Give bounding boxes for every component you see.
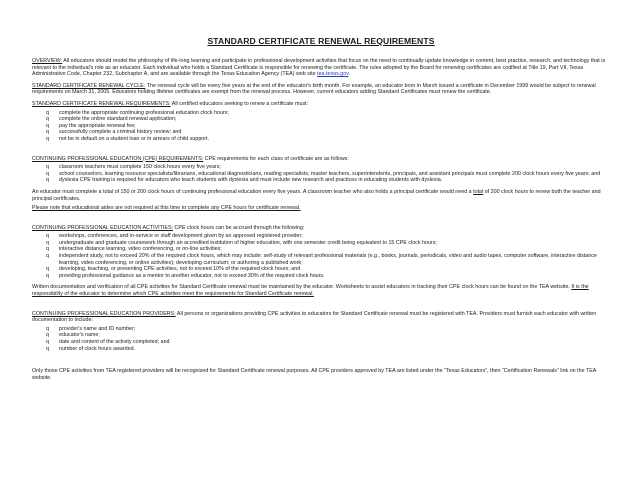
renewal-requirements-text: All certified educators seeking to renew a certificate must: (170, 100, 309, 107)
bullet-icon: q (46, 253, 49, 260)
bullet-icon: q (46, 266, 49, 273)
renewal-cycle-section (32, 83, 610, 96)
list-item: q undergraduate and graduate coursework through an accredited institution of higher education, with one semester credit being equivalent to 15 CPE clock hours; (46, 239, 437, 246)
list-item: q number of clock hours awarded. (46, 345, 136, 352)
cpe-providers-section (32, 311, 610, 324)
renewal-cycle-heading: STANDARD CERTIFICATE RENEWAL CYCLE: (32, 82, 146, 89)
cpe-activities-text: CPE clock hours can be accrued through the following: (173, 224, 305, 231)
cpe-requirements-list (32, 164, 610, 184)
closing-text: Only those CPE activities from TEA registered providers will be recognized for Standard Certificate renewal purposes. All CPE providers approved by TEA are listed under the “Texas Educators”, then “Certification Renewals” link on the TEA website. (32, 368, 597, 381)
list-item: q providing professional guidance as a mentor to another educator, not to exceed 30% of the required clock hours. (46, 272, 325, 279)
list-item: q not be in default on a student loan or in arrears of child support. (46, 135, 210, 142)
bullet-icon: q (46, 272, 49, 279)
list-item: q pay the appropriate renewal fee; (46, 122, 136, 129)
renewal-requirements-section (32, 101, 610, 108)
bullet-icon: q (46, 164, 49, 171)
list-item: q school counselors, learning resource specialists/librarians, educational diagnosticians, reading specialists, master teachers, superintendents, principals, and assistant principals must complete 200 clock hours every five years; and (46, 170, 601, 177)
bullet-icon: q (46, 116, 49, 123)
cpe-providers-heading: CONTINUING PROFESSIONAL EDUCATION PROVIDERS: (32, 310, 176, 317)
renewal-requirements-list (32, 110, 610, 143)
list-item: q provider's name and ID number; (46, 325, 136, 332)
cpe-activities-heading: CONTINUING PROFESSIONAL EDUCATION ACTIVITIES: (32, 224, 174, 231)
renewal-cycle-text: The renewal cycle will be every five years at the end of the educator's birth month. For example, an educator born in March issued a certificate in December 1999 would be subject to renewal requirements on March 31, 2005. Educators holding lifetime certificates are exempt from the renewal process. However, current educators adding Standard Certificates must renew the certificate. (32, 82, 596, 96)
list-item: q complete the online standard renewal application; (46, 116, 177, 123)
cpe-requirements-text: CPE requirements for each class of certificate are as follows: (203, 155, 349, 162)
cpe-documentation-text: Written documentation and verification of all CPE activities for Standard Certificate renewal must be maintained by the educator. Worksheets to assist educators in tracking their CPE clock hours can be found on the TEA website. It is the responsibility of the educator to determine which CPE activities meet the requirements for Standard Certificate renewal. (32, 284, 589, 298)
bullet-icon: q (46, 332, 49, 339)
cpe-total-text: An educator must complete a total of 150 or 200 clock hours of continuing professional education every five years. A classroom teacher who also holds a principal certificate would need a total of 200 clock hours to renew both the teacher and principal certificates. (32, 188, 601, 202)
cpe-requirements-heading: CONTINUING PROFESSIONAL EDUCATION (CPE) REQUIREMENTS: (32, 155, 204, 162)
bullet-icon: q (46, 233, 49, 240)
list-item: q interactive distance learning, video conferencing, or on-line activities; (46, 246, 222, 253)
list-item: q developing, teaching, or presenting CPE activities, not to exceed 10% of the required clock hours; and (46, 266, 301, 273)
cpe-aides-note: Please note that educational aides are not required at this time to complete any CPE hours for certificate renewal. (32, 205, 301, 212)
cpe-providers-text: All persons or organizations providing CPE activities to educators for Standard Certificate renewal must be registered with TEA. Providers must furnish each educator with written documentation to include: (32, 310, 597, 324)
tea-website-link[interactable]: tea.texas.gov (317, 71, 349, 78)
overview-heading: OVERVIEW: (32, 58, 63, 64)
renewal-requirements-heading: STANDARD CERTIFICATE RENEWAL REQUIREMENTS: (32, 100, 171, 107)
bullet-icon: q (46, 129, 49, 136)
bullet-icon: q (46, 325, 49, 332)
list-item: q date and content of the activity completed; and (46, 339, 170, 345)
document-title: STANDARD CERTIFICATE RENEWAL REQUIREMENTS (207, 36, 435, 46)
bullet-icon: q (46, 122, 49, 129)
overview-text: All educators should model the philosophy of life-long learning and participate in professional development activities that focus on the need to continually update knowledge in content, best practice, research, and technology that is relevant to the individual's role as an educator. Each individual who holds a Standard Certificate is responsible for renewing the certificate. The rules adopted by the Board for renewing certificates are codified at Title 19, Part VII, Texas Administrative Code, Chapter 232, Subchapter A, and are available through the Texas Education Agency (TEA) web site (32, 58, 606, 78)
cpe-activities-list (32, 233, 610, 279)
bullet-icon: q (46, 135, 49, 142)
bullet-icon: q (46, 339, 49, 345)
bullet-icon: q (46, 345, 49, 352)
cpe-activities-section (32, 225, 610, 232)
cpe-providers-list (32, 326, 610, 352)
cpe-requirements-section (32, 156, 610, 163)
bullet-icon: q (46, 109, 49, 116)
list-item: q independent study, not to exceed 20% of the required clock hours, which may include: self-study of relevant professional materials (e.g., books, journals, periodicals, video and audio tapes, computer software, interactive distance learning, video conferencing, or online activities); developing curriculum; or authoring a published work; (46, 253, 597, 266)
list-item: q workshops, conferences, and in-service or staff development given by an approved registered provider; (46, 233, 303, 240)
bullet-icon: q (46, 170, 49, 177)
document-page (32, 36, 610, 386)
list-item: q successfully complete a criminal history review; and (46, 129, 182, 136)
overview-section: OVERVIEW: All educators should model the philosophy of life-long learning and participate in professional development activities that focus on the need to continually update knowledge in content, best practice, research, and technology that is relevant to the individual's role as an educator. Each individual who holds a Standard Certificate is responsible for renewing the certificate. The rules adopted by the Board for renewing certificates are codified at Title 19, Part VII, Texas Administrative Code, Chapter 232, Subchapter A, and are available through the Texas Education Agency (TEA) web site tea.texas.gov. (32, 58, 606, 78)
list-item: q classroom teachers must complete 150 clock hours every five years; (46, 164, 221, 171)
bullet-icon: q (46, 246, 49, 253)
list-item: q dyslexia CPE training is required for educators who teach students with dyslexia and must include new research and practices in educating students with dyslexia. (46, 177, 443, 184)
list-item: q educator's name; (46, 332, 100, 339)
list-item: q complete the appropriate continuing professional education clock hours; (46, 109, 229, 116)
bullet-icon: q (46, 177, 49, 184)
bullet-icon: q (46, 239, 49, 246)
